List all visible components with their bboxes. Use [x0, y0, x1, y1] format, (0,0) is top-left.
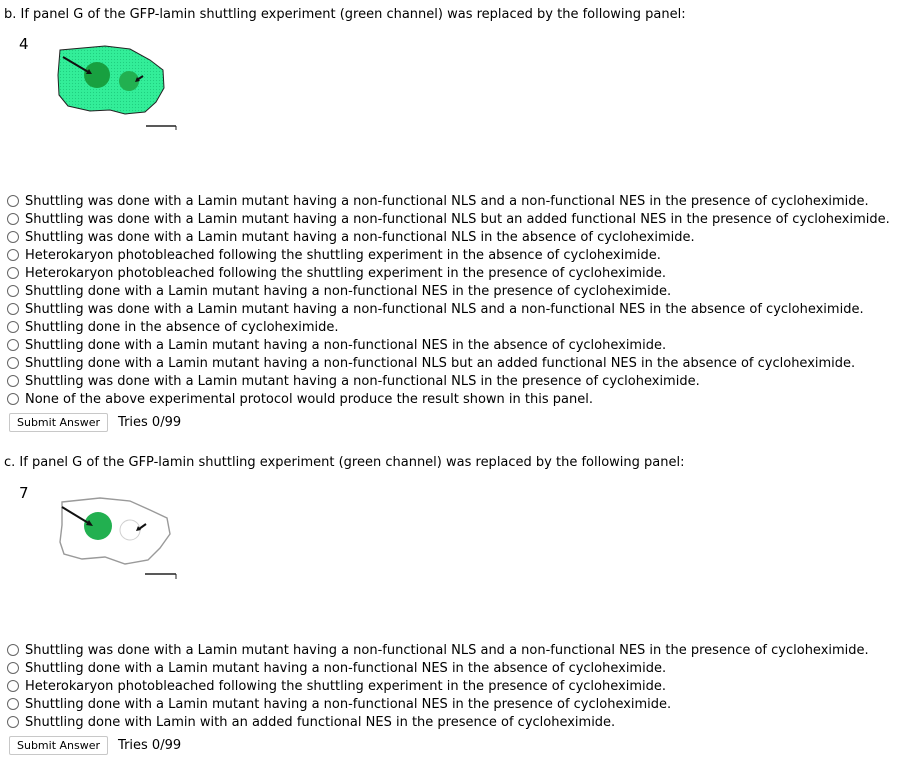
heterokaryon-cell [60, 498, 170, 564]
answer-option[interactable] [6, 354, 890, 372]
answer-option[interactable] [6, 372, 890, 390]
question-c-options [6, 641, 869, 731]
answer-label: Shuttling was done with a Lamin mutant having a non-functional NLS and a non-functional NES in the presence of cycloheximide. [25, 193, 869, 209]
radio-button[interactable] [7, 321, 19, 333]
cell-image-panel-7 [50, 490, 180, 582]
question-b-submit-row [9, 413, 181, 432]
answer-label: Shuttling done with a Lamin mutant having a non-functional NES in the presence of cycloheximide. [25, 283, 672, 299]
answer-label: Heterokaryon photobleached following the shuttling experiment in the absence of cycloheximide. [25, 247, 661, 263]
answer-option[interactable] [6, 300, 890, 318]
answer-option[interactable] [6, 246, 890, 264]
radio-button[interactable] [7, 716, 19, 728]
nucleus-large [84, 62, 110, 88]
answer-label: Heterokaryon photobleached following the shuttling experiment in the presence of cycloheximide. [25, 678, 666, 694]
answer-option[interactable] [6, 336, 890, 354]
question-c-submit-row [9, 736, 181, 755]
answer-label: Shuttling done in the absence of cycloheximide. [25, 319, 339, 335]
answer-label: Shuttling was done with a Lamin mutant having a non-functional NLS and a non-functional NES in the absence of cycloheximide. [25, 301, 864, 317]
answer-label: Heterokaryon photobleached following the shuttling experiment in the presence of cycloheximide. [25, 265, 666, 281]
panel-number: 7 [19, 484, 29, 502]
answer-label: Shuttling was done with a Lamin mutant having a non-functional NLS in the absence of cycloheximide. [25, 229, 695, 245]
answer-label: Shuttling was done with a Lamin mutant having a non-functional NLS but an added functional NES in the presence of cycloheximide. [25, 211, 890, 227]
tries-counter: Tries 0/99 [118, 738, 182, 753]
radio-button[interactable] [7, 375, 19, 387]
answer-option[interactable] [6, 713, 869, 731]
submit-answer-button[interactable]: Submit Answer [9, 736, 108, 755]
answer-option[interactable] [6, 695, 869, 713]
answer-label: None of the above experimental protocol would produce the result shown in this panel. [25, 391, 593, 407]
radio-button[interactable] [7, 285, 19, 297]
radio-button[interactable] [7, 698, 19, 710]
answer-label: Shuttling done with a Lamin mutant having a non-functional NES in the absence of cycloheximide. [25, 337, 667, 353]
answer-label: Shuttling done with a Lamin mutant having a non-functional NES in the absence of cycloheximide. [25, 660, 667, 676]
question-b-options [6, 192, 890, 408]
answer-label: Shuttling was done with a Lamin mutant having a non-functional NLS in the presence of cycloheximide. [25, 373, 700, 389]
answer-option[interactable] [6, 264, 890, 282]
answer-label: Shuttling was done with a Lamin mutant having a non-functional NLS and a non-functional NES in the presence of cycloheximide. [25, 642, 869, 658]
panel-number: 4 [19, 35, 29, 53]
submit-answer-button[interactable]: Submit Answer [9, 413, 108, 432]
nucleus-bright [84, 512, 112, 540]
answer-option[interactable] [6, 282, 890, 300]
radio-button[interactable] [7, 267, 19, 279]
radio-button[interactable] [7, 357, 19, 369]
answer-option[interactable] [6, 659, 869, 677]
answer-option[interactable] [6, 390, 890, 408]
answer-label: Shuttling done with Lamin with an added functional NES in the presence of cycloheximide. [25, 714, 616, 730]
answer-label: Shuttling done with a Lamin mutant having a non-functional NLS but an added functional NES in the absence of cycloheximide. [25, 355, 856, 371]
radio-button[interactable] [7, 662, 19, 674]
heterokaryon-cell [58, 46, 164, 114]
answer-option[interactable] [6, 641, 869, 659]
radio-button[interactable] [7, 213, 19, 225]
radio-button[interactable] [7, 249, 19, 261]
answer-option[interactable] [6, 192, 890, 210]
answer-option[interactable] [6, 318, 890, 336]
radio-button[interactable] [7, 195, 19, 207]
answer-label: Shuttling done with a Lamin mutant having a non-functional NES in the presence of cycloheximide. [25, 696, 672, 712]
tries-counter: Tries 0/99 [118, 415, 182, 430]
answer-option[interactable] [6, 228, 890, 246]
question-b-title: b. If panel G of the GFP-lamin shuttling experiment (green channel) was replaced by the following panel: [4, 7, 686, 22]
radio-button[interactable] [7, 303, 19, 315]
radio-button[interactable] [7, 680, 19, 692]
radio-button[interactable] [7, 339, 19, 351]
radio-button[interactable] [7, 644, 19, 656]
cell-image-panel-4 [50, 40, 180, 132]
answer-option[interactable] [6, 210, 890, 228]
question-c-title: c. If panel G of the GFP-lamin shuttling experiment (green channel) was replaced by the following panel: [4, 455, 685, 470]
radio-button[interactable] [7, 231, 19, 243]
answer-option[interactable] [6, 677, 869, 695]
radio-button[interactable] [7, 393, 19, 405]
